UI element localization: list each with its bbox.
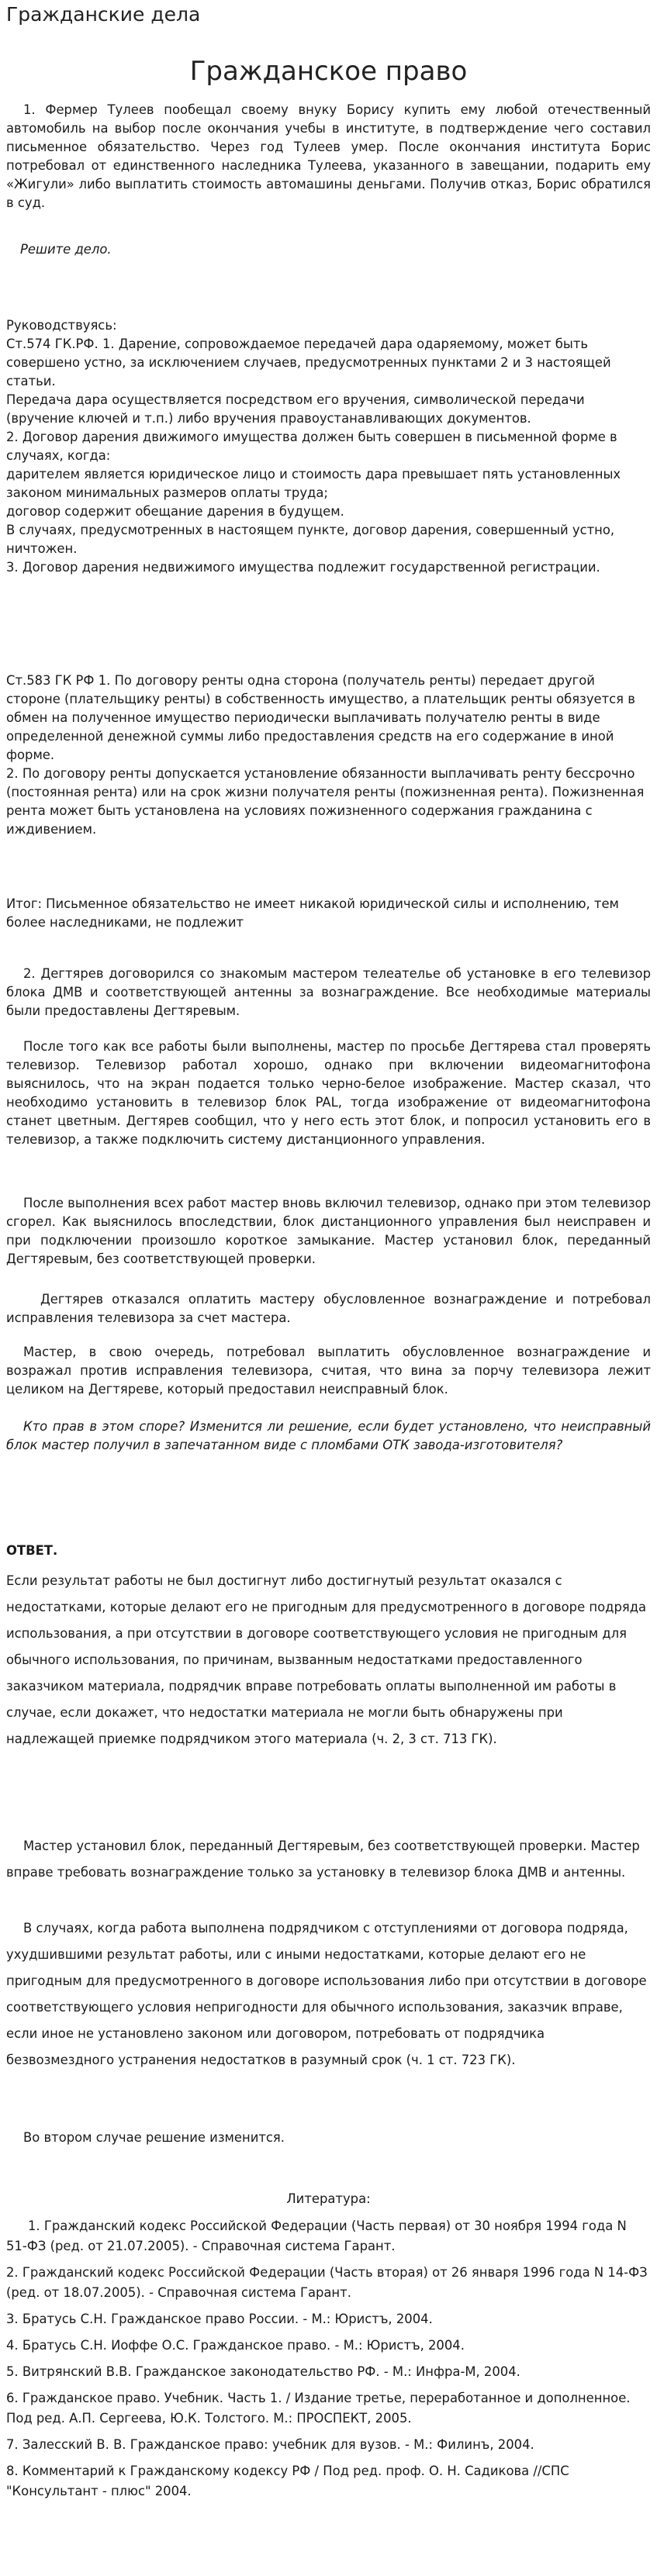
literature-item: 1. Гражданский кодекс Российской Федерации (Часть первая) от 30 ноября 1994 года N 51-ФЗ (ред. от 21.07.2005). - Справочная система Гарант. bbox=[6, 2219, 627, 2253]
literature-item: 3. Братусь С.Н. Гражданское право России. - М.: Юристъ, 2004. bbox=[6, 2312, 433, 2326]
breadcrumb[interactable]: Гражданские дела bbox=[6, 3, 201, 26]
task-2-question-text: Кто прав в этом споре? Изменится ли решение, если будет установлено, что неисправный блок мастер получил в запечатанном виде с пломбами ОТК завода-изготовителя? bbox=[6, 1419, 651, 1452]
literature-item: 8. Комментарий к Гражданскому кодексу РФ / Под ред. проф. О. Н. Садикова //СПС "Консультант - плюс" 2004. bbox=[6, 2464, 569, 2498]
guide-line: В случаях, предусмотренных в настоящем пункте, договор дарения, совершенный устно, ничтожен. bbox=[6, 523, 615, 556]
task-2-paragraph: Мастер, в свою очередь, потребовал выплатить обусловленное вознаграждение и возражал против исправления телевизора, считая, что вина за порчу телевизора лежит целиком на Дегтяреве, который предоставил неисправный блок. bbox=[6, 1345, 651, 1397]
answer-heading: ОТВЕТ. bbox=[6, 1543, 58, 1558]
guide-line: Передача дара осуществляется посредством его вручения, символической передачи (вручение ключей и т.п.) либо вручения правоустанавливающих документов. bbox=[6, 392, 585, 426]
task-2 bbox=[6, 965, 651, 1020]
answer-paragraph: Если результат работы не был достигнут либо достигнутый результат оказался с недостатками, которые делают его не пригодным для предусмотренного в договоре подряда использования, а при отсутствии в договоре соответствующего условия не пригодным для обычного использования, по причинам, вызванным недостатками предоставленного заказчиком материала, подрядчик вправе потребовать оплаты выполненной им работы в случае, если докажет, что недостатки материала не могли быть обнаружены при надлежащей приемке подрядчиком этого материала (ч. 2, 3 ст. 713 ГК). bbox=[6, 1573, 647, 1746]
answer-paragraph: Мастер установил блок, переданный Дегтяревым, без соответствующей проверки. Мастер вправе требовать вознаграждение только за установку в телевизор блока ДМВ и антенны. bbox=[6, 1839, 640, 1880]
task-2-paragraph: После выполнения всех работ мастер вновь включил телевизор, однако при этом телевизор сгорел. Как выяснилось впоследствии, блок дистанционного управления был неисправен и при подключении произошло короткое замыкание. Мастер установил блок, переданный Дегтяревым, без соответствующей проверки. bbox=[6, 1196, 651, 1266]
guide-line: 2. Договор дарения движимого имущества должен быть совершен в письменной форме в случаях, когда: bbox=[6, 430, 617, 463]
task-2-question bbox=[6, 1417, 651, 1455]
literature-item: 5. Витрянский В.В. Гражданское законодательство РФ. - М.: Инфра-М, 2004. bbox=[6, 2364, 520, 2379]
task-2-paragraph: 2. Дегтярев договорился со знакомым мастером телеателье об установке в его телевизор блока ДМВ и соответствующей антенны за вознаграждение. Все необходимые материалы были предоставлены Дегтяревым. bbox=[6, 966, 651, 1018]
task-2-p5 bbox=[6, 1343, 651, 1399]
answer-paragraph-1 bbox=[6, 1568, 651, 1752]
literature-heading: Литература: bbox=[286, 2191, 371, 2206]
task-2-paragraph: Дегтярев отказался оплатить мастеру обусловленное вознаграждение и потребовал исправления телевизора за счет мастера. bbox=[6, 1292, 651, 1325]
answer-paragraph-4 bbox=[6, 2125, 651, 2151]
guide-line: Ст.574 ГК.РФ. 1. Дарение, сопровождаемое передачей дара одаряемому, может быть совершено устно, за исключением случаев, предусмотренных пунктами 2 и 3 настоящей статьи. bbox=[6, 337, 611, 388]
rent-block bbox=[6, 672, 651, 839]
guide-line: договор содержит обещание дарения в будущем. bbox=[6, 504, 344, 519]
answer-paragraph-2 bbox=[6, 1833, 651, 1886]
literature-item: 6. Гражданское право. Учебник. Часть 1. / Издание третье, переработанное и дополненное. Под ред. А.П. Сергеева, Ю.К. Толстого. М.: ПРОСПЕКТ, 2005. bbox=[6, 2391, 631, 2426]
conclusion: Итог: Письменное обязательство не имеет никакой юридической силы и исполнению, тем более наследниками, не подлежит bbox=[6, 896, 619, 930]
answer-paragraph-3 bbox=[6, 1915, 651, 2074]
rent-line: Ст.583 ГК РФ 1. По договору ренты одна сторона (получатель ренты) передает другой стороне (плательщику ренты) в собственность имущество, а плательщик ренты обязуется в обмен на полученное имущество периодически выплачивать получателю ренты в виде определенной денежной суммы либо предоставления средств на его содержание в иной форме. bbox=[6, 673, 635, 762]
task-2-p2 bbox=[6, 1038, 651, 1149]
literature-item: 2. Гражданский кодекс Российской Федерации (Часть вторая) от 26 января 1996 года N 14-ФЗ (ред. от 18.07.2005). - Справочная система Гарант. bbox=[6, 2265, 648, 2300]
task-1-prompt: Решите дело. bbox=[20, 242, 112, 257]
answer-paragraph: Во втором случае решение изменится. bbox=[23, 2130, 285, 2145]
rent-line: 2. По договору ренты допускается установление обязанности выплачивать ренту бессрочно (постоянная рента) или на срок жизни получателя ренты (пожизненная рента). Пожизненная рента может быть установлена на условиях пожизненного содержания гражданина с иждивением. bbox=[6, 766, 645, 837]
task-2-paragraph: После того как все работы были выполнены, мастер по просьбе Дегтярева стал проверять телевизор. Телевизор работал хорошо, однако при включении видеомагнитофона выяснилось, что на экран подается только черно-белое изображение. Мастер сказал, что необходимо установить в телевизор блок PAL, тогда изображение от видеомагнитофона станет цветным. Дегтярев сообщил, что у него есть этот блок, и попросил установить его в телевизор, а также подключить систему дистанционного управления. bbox=[6, 1039, 651, 1147]
answer-paragraph: В случаях, когда работа выполнена подрядчиком с отступлениями от договора подряда, ухудшившими результат работы, или с иными недостатками, которые делают его не пригодным для предусмотренного в договоре использования либо при отсутствии в договоре соответствующего условия непригодности для обычного использования, заказчик вправе, если иное не установлено законом или договором, потребовать от подрядчика безвозмездного устранения недостатков в разумный срок (ч. 1 ст. 723 ГК). bbox=[6, 1921, 647, 2067]
literature-item: 7. Залесский В. В. Гражданское право: учебник для вузов. - М.: Филинъ, 2004. bbox=[6, 2437, 534, 2452]
literature-item: 4. Братусь С.Н. Иоффе О.С. Гражданское право. - М.: Юристъ, 2004. bbox=[6, 2338, 465, 2353]
task-1 bbox=[6, 101, 651, 212]
task-2-p3 bbox=[6, 1194, 651, 1269]
guide-line: дарителем является юридическое лицо и стоимость дара превышает пять установленных законом минимальных размеров оплаты труда; bbox=[6, 467, 621, 500]
guide-block bbox=[6, 316, 651, 577]
literature-list bbox=[6, 2216, 651, 2502]
guide-line: Руководствуясь: bbox=[6, 318, 117, 333]
page-title: Гражданское право bbox=[189, 56, 468, 87]
task-1-text: 1. Фермер Тулеев пообещал своему внуку Борису купить ему любой отечественный автомобиль на выбор после окончания учебы в институте, в подтверждение чего составил письменное обязательство. Через год Тулеев умер. После окончания института Борис потребовал от единственного наследника Тулеева, указанного в завещании, подарить ему «Жигули» либо выплатить стоимость автомашины деньгами. Получив отказ, Борис обратился в суд. bbox=[6, 102, 651, 210]
guide-line: 3. Договор дарения недвижимого имущества подлежит государственной регистрации. bbox=[6, 560, 600, 575]
task-2-p4 bbox=[6, 1290, 651, 1328]
